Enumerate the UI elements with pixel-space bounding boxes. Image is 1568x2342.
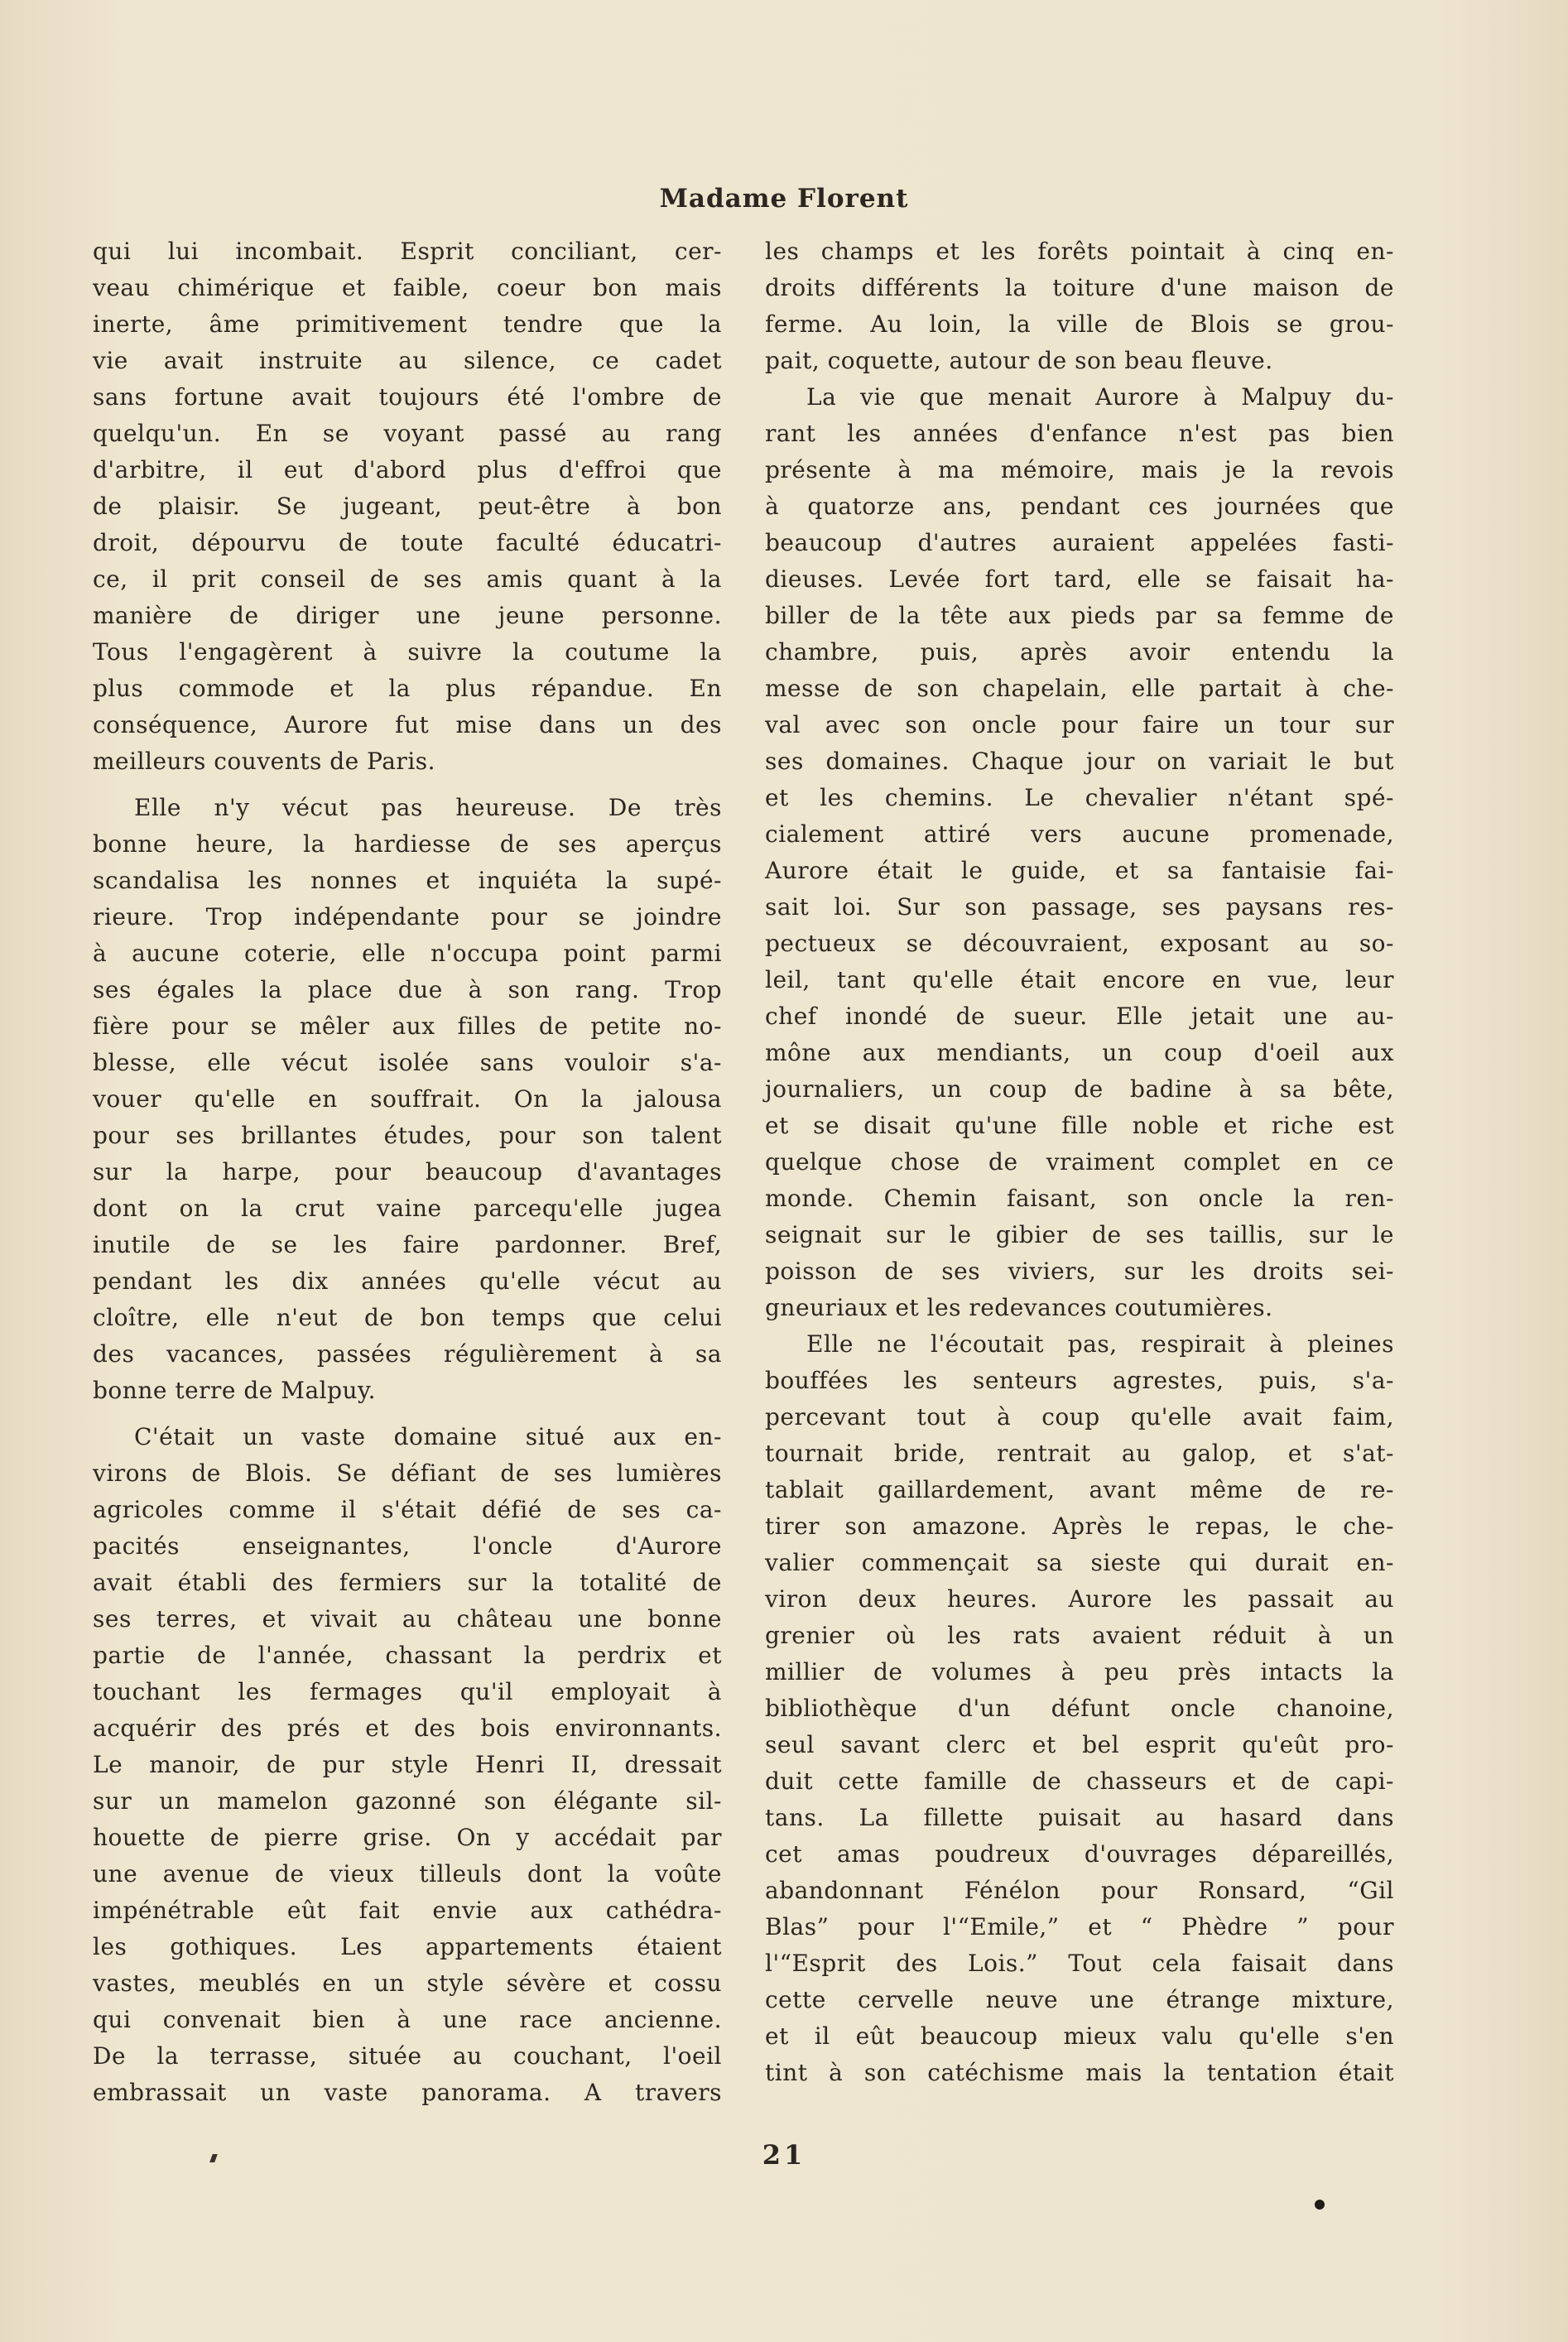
text-line: pacités enseignantes, l'oncle d'Aurore (93, 1532, 722, 1560)
text-line: touchant les fermages qu'il employait à (93, 1678, 722, 1705)
text-line: percevant tout à coup qu'elle avait faim, (765, 1403, 1394, 1431)
text-line: beaucoup d'autres auraient appelées fasti- (765, 529, 1394, 556)
text-line: pait, coquette, autour de son beau fleuve. (765, 347, 1273, 374)
text-line: veau chimérique et faible, coeur bon mais (93, 274, 722, 301)
text-line: sur un mamelon gazonné son élégante sil- (93, 1787, 722, 1815)
text-line: seignait sur le gibier de ses taillis, sur le (765, 1221, 1394, 1248)
text-line: fière pour se mêler aux filles de petite no- (93, 1012, 722, 1040)
text-line: de plaisir. Se jugeant, peut-être à bon (93, 493, 722, 520)
text-line: acquérir des prés et des bois environnants. (93, 1714, 722, 1742)
text-line: à quatorze ans, pendant ces journées que (765, 493, 1394, 520)
text-line: pendant les dix années qu'elle vécut au (93, 1267, 722, 1295)
text-line: poisson de ses viviers, sur les droits sei- (765, 1258, 1394, 1285)
text-line: manière de diriger une jeune personne. (93, 602, 722, 629)
text-line: plus commode et la plus répandue. En (93, 675, 722, 702)
text-line: sans fortune avait toujours été l'ombre de (93, 383, 722, 411)
text-line: meilleurs couvents de Paris. (93, 748, 436, 775)
text-line: cette cervelle neuve une étrange mixture, (765, 1986, 1394, 2013)
text-line: l'“Esprit des Lois.” Tout cela faisait dans (765, 1950, 1394, 1977)
text-line: d'arbitre, il eut d'abord plus d'effroi que (93, 456, 722, 483)
text-line: mône aux mendiants, un coup d'oeil aux (765, 1039, 1394, 1066)
text-line: virons de Blois. Se défiant de ses lumières (93, 1460, 722, 1487)
text-line: vie avait instruite au silence, ce cadet (93, 347, 722, 374)
text-line: une avenue de vieux tilleuls dont la voûte (93, 1860, 722, 1888)
text-line: droits différents la toiture d'une maison de (765, 274, 1394, 301)
text-line: tablait gaillardement, avant même de re- (765, 1476, 1394, 1503)
text-line: inerte, âme primitivement tendre que la (93, 310, 722, 338)
text-line: dieuses. Levée fort tard, elle se faisait ha- (765, 565, 1394, 593)
text-line: conséquence, Aurore fut mise dans un des (93, 711, 722, 738)
text-line: bibliothèque d'un défunt oncle chanoine, (765, 1695, 1394, 1722)
text-line: seul savant clerc et bel esprit qu'eût pro- (765, 1731, 1394, 1758)
text-line: et se disait qu'une fille noble et riche est (765, 1112, 1394, 1139)
text-line: les gothiques. Les appartements étaient (93, 1933, 722, 1960)
text-line: rieure. Trop indépendante pour se joindre (93, 903, 722, 931)
text-line: des vacances, passées régulièrement à sa (93, 1340, 722, 1368)
text-line: val avec son oncle pour faire un tour sur (765, 711, 1394, 738)
text-line: pectueux se découvraient, exposant au so- (765, 930, 1394, 957)
text-line: millier de volumes à peu près intacts la (765, 1658, 1394, 1686)
text-line: ferme. Au loin, la ville de Blois se grou- (765, 310, 1394, 338)
text-line: agricoles comme il s'était défié de ses ca- (93, 1496, 722, 1523)
text-line: droit, dépourvu de toute faculté éducatri- (93, 529, 722, 556)
text-line: sait loi. Sur son passage, ses paysans res- (765, 893, 1394, 921)
text-line: monde. Chemin faisant, son oncle la ren- (765, 1185, 1394, 1212)
text-line: cialement attiré vers aucune promenade, (765, 820, 1394, 848)
text-line: ses égales la place due à son rang. Trop (93, 976, 722, 1003)
text-line: biller de la tête aux pieds par sa femme de (765, 602, 1394, 629)
running-head: Madame Florent (659, 184, 909, 214)
text-line: chef inondé de sueur. Elle jetait une au- (765, 1003, 1394, 1030)
text-line: Le manoir, de pur style Henri II, dressait (93, 1751, 722, 1778)
text-line: De la terrasse, située au couchant, l'oeil (93, 2042, 722, 2070)
text-line: bonne terre de Malpuy. (93, 1377, 377, 1404)
text-line: à aucune coterie, elle n'occupa point parmi (93, 940, 722, 967)
text-line: scandalisa les nonnes et inquiéta la supé- (93, 867, 722, 894)
text-line: rant les années d'enfance n'est pas bien (765, 420, 1394, 447)
right-column (765, 233, 1394, 2091)
text-line: quelque chose de vraiment complet en ce (765, 1148, 1394, 1176)
text-line: vouer qu'elle en souffrait. On la jalousa (93, 1085, 722, 1113)
text-line: messe de son chapelain, elle partait à che- (765, 675, 1394, 702)
text-line: embrassait un vaste panorama. A travers (93, 2079, 722, 2106)
text-line: présente à ma mémoire, mais je la revois (765, 456, 1394, 483)
text-line: et les chemins. Le chevalier n'étant spé- (765, 784, 1394, 811)
text-line: qui lui incombait. Esprit conciliant, cer- (93, 238, 722, 265)
text-line: houette de pierre grise. On y accédait par (93, 1824, 722, 1851)
text-line: viron deux heures. Aurore les passait au (765, 1585, 1394, 1613)
text-line: valier commençait sa sieste qui durait en- (765, 1549, 1394, 1576)
text-line: impénétrable eût fait envie aux cathédra- (93, 1897, 722, 1924)
text-line: vastes, meublés en un style sévère et cossu (93, 1969, 722, 1997)
text-line: Elle ne l'écoutait pas, respirait à pleines (806, 1330, 1394, 1358)
text-line: pour ses brillantes études, pour son talent (93, 1122, 722, 1149)
text-line: les champs et les forêts pointait à cinq en- (765, 238, 1394, 265)
text-line: et il eût beaucoup mieux valu qu'elle s'en (765, 2022, 1394, 2050)
text-line: C'était un vaste domaine situé aux en- (134, 1423, 722, 1450)
text-line: cet amas poudreux d'ouvrages dépareillés, (765, 1840, 1394, 1868)
text-line: Tous l'engagèrent à suivre la coutume la (93, 638, 722, 666)
text-line: ses domaines. Chaque jour on variait le but (765, 748, 1394, 775)
text-line: Blas” pour l'“Emile,” et “ Phèdre ” pour (765, 1913, 1394, 1940)
text-line: blesse, elle vécut isolée sans vouloir s'a- (93, 1049, 722, 1076)
text-line: quelqu'un. En se voyant passé au rang (93, 420, 722, 447)
text-line: dont on la crut vaine parcequ'elle jugea (93, 1195, 722, 1222)
text-line: tint à son catéchisme mais la tentation était (765, 2059, 1394, 2086)
text-line: inutile de se les faire pardonner. Bref, (93, 1231, 722, 1258)
ink-speck (1315, 2200, 1325, 2210)
text-line: gneuriaux et les redevances coutumières. (765, 1294, 1273, 1321)
text-line: La vie que menait Aurore à Malpuy du- (806, 383, 1394, 411)
text-line: chambre, puis, après avoir entendu la (765, 638, 1394, 666)
text-line: abandonnant Fénélon pour Ronsard, “Gil (765, 1877, 1394, 1904)
text-line: leil, tant qu'elle était encore en vue, leur (765, 966, 1394, 993)
text-line: bonne heure, la hardiesse de ses aperçus (93, 830, 722, 858)
text-line: bouffées les senteurs agrestes, puis, s'a- (765, 1367, 1394, 1394)
text-line: avait établi des fermiers sur la totalité de (93, 1569, 722, 1596)
text-line: journaliers, un coup de badine à sa bête, (765, 1075, 1394, 1103)
text-line: cloître, elle n'eut de bon temps que celui (93, 1304, 722, 1331)
text-line: Aurore était le guide, et sa fantaisie fai- (765, 857, 1394, 884)
text-line: partie de l'année, chassant la perdrix et (93, 1642, 722, 1669)
text-line: tournait bride, rentrait au galop, et s'at- (765, 1440, 1394, 1467)
text-line: ce, il prit conseil de ses amis quant à la (93, 565, 722, 593)
left-column (93, 233, 722, 2111)
text-line: tirer son amazone. Après le repas, le che- (765, 1512, 1394, 1540)
text-line: grenier où les rats avaient réduit à un (765, 1622, 1394, 1649)
text-line: qui convenait bien à une race ancienne. (93, 2006, 722, 2033)
page-number: 21 (762, 2139, 806, 2171)
text-line: tans. La fillette puisait au hasard dans (765, 1804, 1394, 1831)
text-line: duit cette famille de chasseurs et de capi- (765, 1767, 1394, 1795)
text-line: Elle n'y vécut pas heureuse. De très (134, 794, 722, 821)
text-line: ses terres, et vivait au château une bonne (93, 1605, 722, 1633)
text-line: sur la harpe, pour beaucoup d'avantages (93, 1158, 722, 1185)
